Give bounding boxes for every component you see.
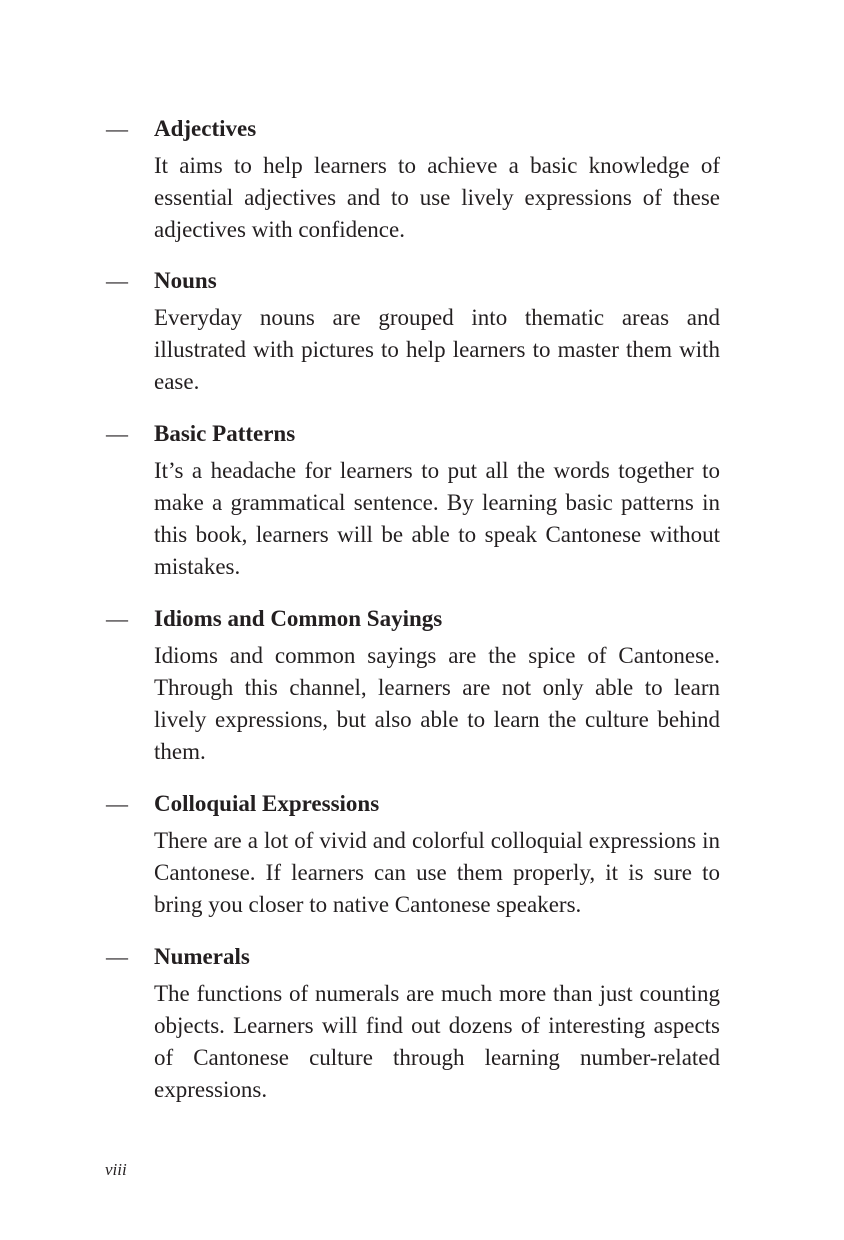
section-body: It’s a headache for learners to put all the words together to make a grammatical sentence. By learning basic patterns in this book, learners will be able to speak Cantonese without mistakes. bbox=[154, 458, 720, 579]
em-dash-bullet: — bbox=[106, 268, 128, 293]
section-body: It aims to help learners to achieve a basic knowledge of essential adjectives and to use lively expressions of these adjectives with confidence. bbox=[154, 153, 720, 242]
section-heading: Basic Patterns bbox=[154, 421, 296, 446]
em-dash-bullet: — bbox=[106, 116, 128, 141]
section-heading: Idioms and Common Sayings bbox=[154, 606, 443, 631]
section-body: The functions of numerals are much more than just counting objects. Learners will find out dozens of interesting aspects of Cantonese culture through learning number-related expressions. bbox=[154, 981, 720, 1102]
em-dash-bullet: — bbox=[106, 791, 128, 816]
section-heading: Nouns bbox=[154, 268, 217, 293]
section-heading: Adjectives bbox=[154, 116, 257, 141]
em-dash-bullet: — bbox=[106, 944, 128, 969]
section-body: Everyday nouns are grouped into thematic areas and illustrated with pictures to help learners to master them with ease. bbox=[154, 305, 720, 394]
section-body: There are a lot of vivid and colorful colloquial expressions in Cantonese. If learners can use them properly, it is sure to bring you closer to native Cantonese speakers. bbox=[154, 828, 720, 917]
section-heading: Numerals bbox=[154, 944, 250, 969]
em-dash-bullet: — bbox=[106, 421, 128, 446]
em-dash-bullet: — bbox=[106, 606, 128, 631]
section-body: Idioms and common sayings are the spice of Cantonese. Through this channel, learners are not only able to learn lively expressions, but also able to learn the culture behind them. bbox=[154, 643, 720, 764]
page-number: viii bbox=[105, 1160, 127, 1179]
section-heading: Colloquial Expressions bbox=[154, 791, 380, 816]
